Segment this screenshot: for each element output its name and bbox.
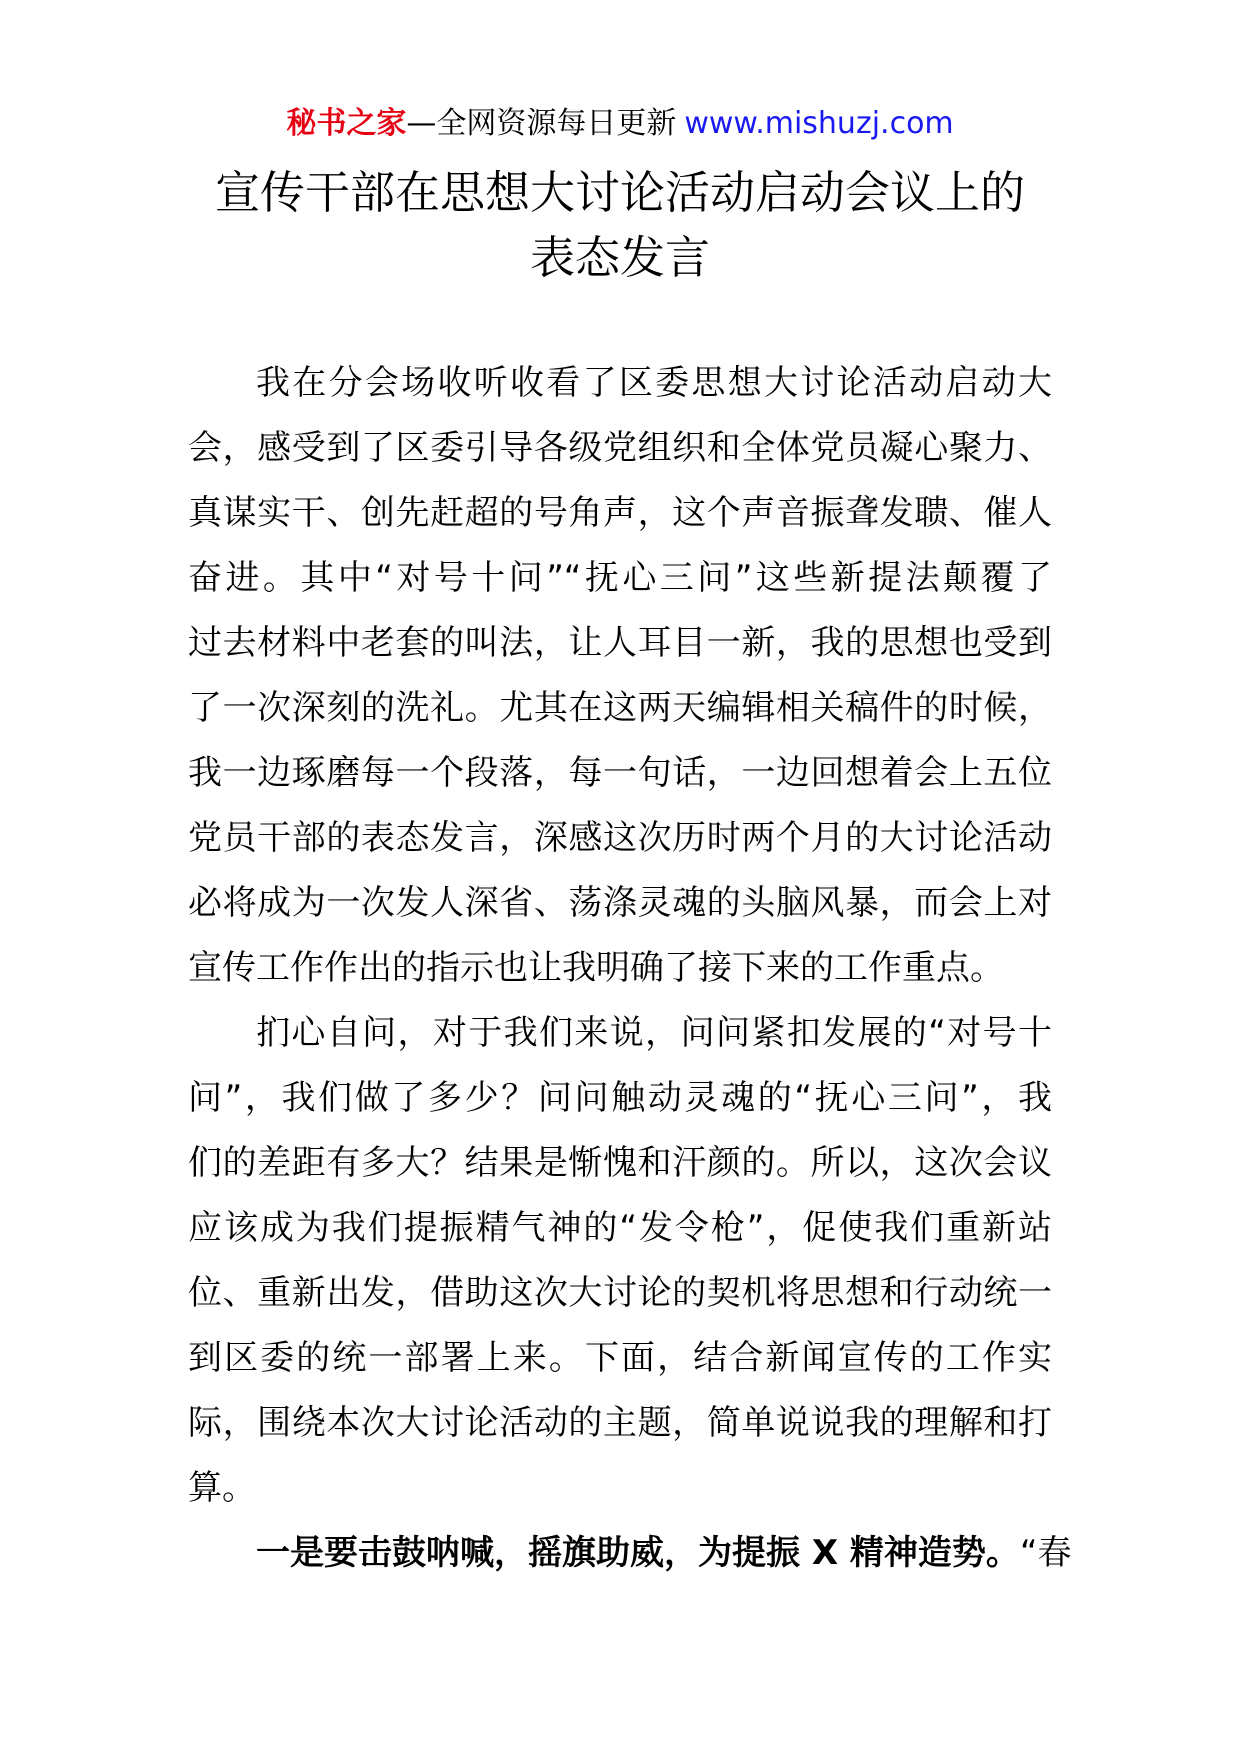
title-line-2: 表态发言 — [529, 231, 710, 284]
text-line: 奋进。其中“对号十问”“抚心三问”这些新提法颠覆了 — [188, 558, 1052, 598]
text-line: 扪心自问，对于我们来说，问问紧扣发展的“对号十 — [256, 1013, 1052, 1053]
text-line: 我一边琢磨每一个段落，每一句话，一边回想着会上五位 — [188, 753, 1052, 793]
text-line: 了一次深刻的洗礼。尤其在这两天编辑相关稿件的时候， — [188, 688, 1052, 728]
text-continuation: “春 — [1019, 1533, 1072, 1573]
text-line: 算。 — [188, 1468, 256, 1508]
site-header — [0, 104, 1240, 144]
text-line: 过去材料中老套的叫法，让人耳目一新，我的思想也受到 — [188, 623, 1052, 663]
text-line: 到区委的统一部署上来。下面，结合新闻宣传的工作实 — [188, 1338, 1052, 1378]
text-line: 会，感受到了区委引导各级党组织和全体党员凝心聚力、 — [188, 428, 1052, 468]
brand-name: 秘书之家 — [286, 106, 407, 141]
text-line: 党员干部的表态发言，深感这次历时两个月的大讨论活动 — [188, 818, 1052, 858]
text-line: 位、重新出发，借助这次大讨论的契机将思想和行动统一 — [188, 1273, 1052, 1313]
document-title — [0, 160, 1240, 290]
header-tagline: —全网资源每日更新 — [406, 106, 677, 141]
site-url: www.mishuzj.com — [684, 106, 954, 141]
text-line: 真谋实干、创先赶超的号角声，这个声音振聋发聩、催人 — [188, 493, 1052, 533]
text-line: 我在分会场收听收看了区委思想大讨论活动启动大 — [256, 363, 1052, 403]
text-line: 际，围绕本次大讨论活动的主题，简单说说我的理解和打 — [188, 1403, 1052, 1443]
text-line: 必将成为一次发人深省、荡涤灵魂的头脑风暴，而会上对 — [188, 883, 1052, 923]
text-line: 宣传工作作出的指示也让我明确了接下来的工作重点。 — [188, 948, 1004, 988]
text-line: 问”，我们做了多少？问问触动灵魂的“抚心三问”，我 — [188, 1078, 1052, 1118]
text-line — [188, 1521, 1072, 1586]
paragraph-1 — [188, 351, 1052, 1001]
title-line-1: 宣传干部在思想大讨论活动启动会议上的 — [214, 166, 1025, 219]
paragraph-3 — [188, 1521, 1072, 1586]
text-line: 们的差距有多大？结果是惭愧和汗颜的。所以，这次会议 — [188, 1143, 1052, 1183]
paragraph-2 — [188, 1001, 1052, 1521]
document-body — [188, 351, 1072, 1586]
text-line: 应该成为我们提振精气神的“发令枪”，促使我们重新站 — [188, 1208, 1052, 1248]
section-heading: 一是要击鼓呐喊，摇旗助威，为提振 X 精神造势。 — [256, 1533, 1020, 1573]
